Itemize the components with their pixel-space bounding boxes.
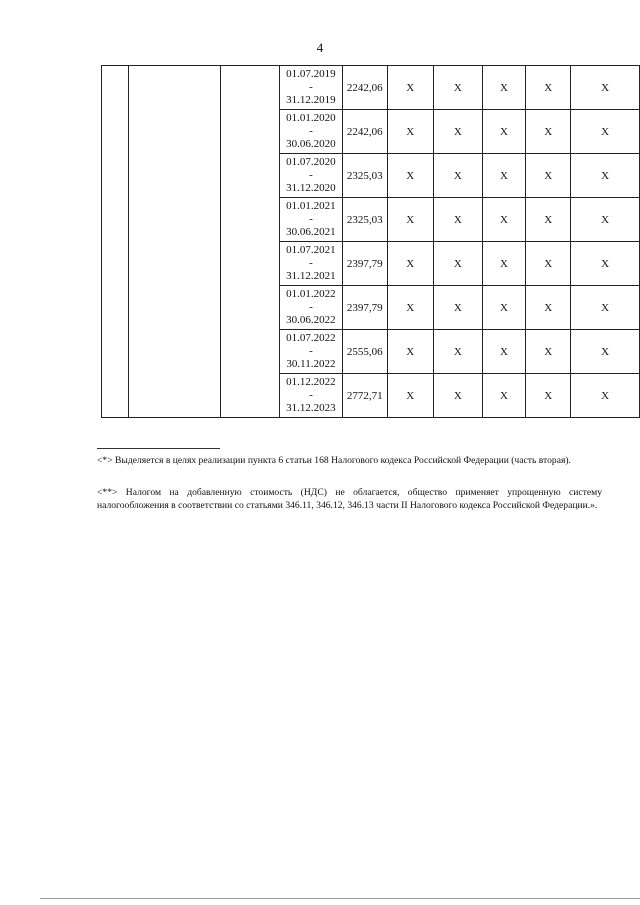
period-end: 30.06.2022 xyxy=(286,314,336,326)
mark-cell: Х xyxy=(526,330,571,374)
mark-cell: Х xyxy=(482,66,525,110)
mark-cell: Х xyxy=(387,374,433,418)
period-end: 31.12.2019 xyxy=(286,94,336,106)
mark-cell: Х xyxy=(433,330,482,374)
period-start: 01.07.2019 xyxy=(286,68,336,80)
mark-cell: Х xyxy=(387,154,433,198)
mark-cell: Х xyxy=(433,286,482,330)
period-start: 01.01.2020 xyxy=(286,112,336,124)
mark-cell: Х xyxy=(482,286,525,330)
mark-cell: Х xyxy=(387,286,433,330)
mark-cell: Х xyxy=(571,154,640,198)
mark-cell: Х xyxy=(482,242,525,286)
period-dash: - xyxy=(309,81,313,93)
period-start: 01.01.2021 xyxy=(286,200,336,212)
period-dash: - xyxy=(309,301,313,313)
price-cell: 2325,03 xyxy=(342,198,387,242)
mark-cell: Х xyxy=(433,66,482,110)
period-cell xyxy=(280,286,343,330)
mark-cell: Х xyxy=(482,330,525,374)
mark-cell: Х xyxy=(387,66,433,110)
period-cell xyxy=(280,110,343,154)
mark-cell: Х xyxy=(571,330,640,374)
mark-cell: Х xyxy=(482,110,525,154)
period-dash: - xyxy=(309,345,313,357)
mark-cell: Х xyxy=(571,66,640,110)
footnote-vat-exemption: <**> Налогом на добавленную стоимость (НДС) не облагается, общество применяет упрощенную систему налогообложения в соответствии со статьями 346.11, 346.12, 346.13 части II Налогового кодекса Российской Федерации.». xyxy=(97,487,602,511)
period-start: 01.07.2020 xyxy=(286,156,336,168)
price-cell: 2325,03 xyxy=(342,154,387,198)
period-start: 01.12.2022 xyxy=(286,376,336,388)
period-cell xyxy=(280,374,343,418)
period-dash: - xyxy=(309,389,313,401)
period-dash: - xyxy=(309,257,313,269)
mark-cell: Х xyxy=(526,154,571,198)
period-cell xyxy=(280,66,343,110)
mark-cell: Х xyxy=(433,242,482,286)
mark-cell: Х xyxy=(433,198,482,242)
mark-cell: Х xyxy=(526,198,571,242)
mark-cell: Х xyxy=(482,198,525,242)
mark-cell: Х xyxy=(526,110,571,154)
mark-cell: Х xyxy=(433,110,482,154)
period-end: 30.11.2022 xyxy=(286,358,336,370)
mark-cell: Х xyxy=(387,198,433,242)
blank-col-2 xyxy=(129,66,221,418)
mark-cell: Х xyxy=(526,242,571,286)
price-cell: 2397,79 xyxy=(342,286,387,330)
mark-cell: Х xyxy=(482,154,525,198)
mark-cell: Х xyxy=(526,374,571,418)
mark-cell: Х xyxy=(571,374,640,418)
table-row xyxy=(102,66,640,110)
period-start: 01.01.2022 xyxy=(286,288,336,300)
mark-cell: Х xyxy=(387,110,433,154)
mark-cell: Х xyxy=(571,110,640,154)
period-dash: - xyxy=(309,125,313,137)
period-cell xyxy=(280,198,343,242)
mark-cell: Х xyxy=(526,66,571,110)
period-cell xyxy=(280,242,343,286)
period-end: 30.06.2020 xyxy=(286,138,336,150)
mark-cell: Х xyxy=(526,286,571,330)
blank-col-3 xyxy=(221,66,280,418)
page-number: 4 xyxy=(316,40,324,55)
period-end: 30.06.2021 xyxy=(286,226,336,238)
period-start: 01.07.2021 xyxy=(286,244,336,256)
blank-col-1 xyxy=(102,66,129,418)
price-cell: 2772,71 xyxy=(342,374,387,418)
tariff-table xyxy=(101,65,640,418)
period-end: 31.12.2021 xyxy=(286,270,336,282)
mark-cell: Х xyxy=(571,286,640,330)
price-cell: 2242,06 xyxy=(342,66,387,110)
page-bottom-line xyxy=(40,898,640,899)
period-dash: - xyxy=(309,169,313,181)
mark-cell: Х xyxy=(571,242,640,286)
mark-cell: Х xyxy=(387,242,433,286)
price-cell: 2242,06 xyxy=(342,110,387,154)
mark-cell: Х xyxy=(387,330,433,374)
mark-cell: Х xyxy=(433,374,482,418)
footnote-vat-allocation: <*> Выделяется в целях реализации пункта 6 статьи 168 Налогового кодекса Российской Федерации (часть вторая). xyxy=(97,455,571,466)
period-end: 31.12.2020 xyxy=(286,182,336,194)
period-end: 31.12.2023 xyxy=(286,402,336,414)
period-dash: - xyxy=(309,213,313,225)
price-cell: 2555,06 xyxy=(342,330,387,374)
mark-cell: Х xyxy=(571,198,640,242)
mark-cell: Х xyxy=(482,374,525,418)
mark-cell: Х xyxy=(433,154,482,198)
period-start: 01.07.2022 xyxy=(286,332,336,344)
price-cell: 2397,79 xyxy=(342,242,387,286)
period-cell xyxy=(280,330,343,374)
period-cell xyxy=(280,154,343,198)
footnote-separator xyxy=(97,448,220,449)
